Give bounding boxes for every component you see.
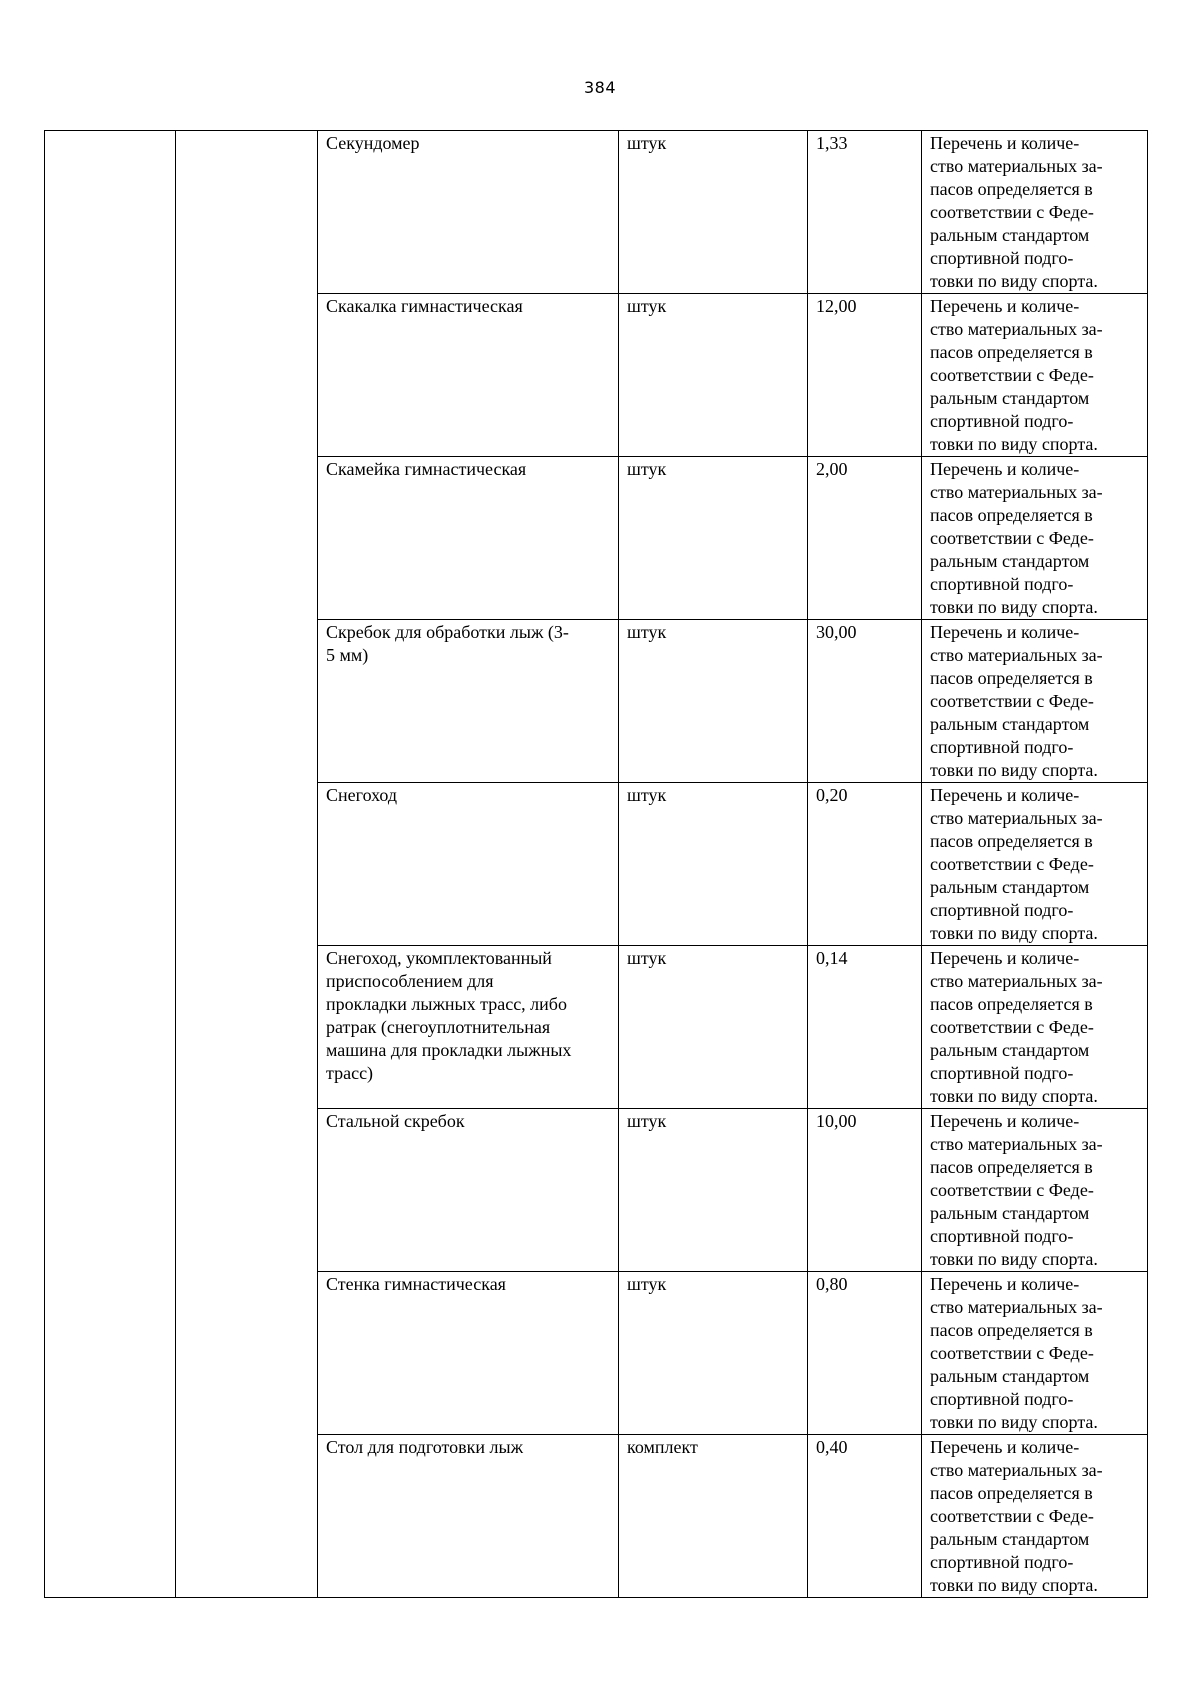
item-quantity: 10,00 [816, 1111, 857, 1131]
quantity-cell [808, 620, 922, 783]
page-number: 384 [583, 78, 617, 97]
item-note: Перечень и количе- ство материальных за- пасов определяется в соответствии с Феде- ральным стандартом спортивной подго- товки по виду спорта. [930, 1111, 1103, 1269]
item-quantity: 12,00 [816, 296, 857, 316]
item-name: Стальной скребок [326, 1111, 465, 1131]
quantity-cell [808, 946, 922, 1109]
quantity-cell [808, 457, 922, 620]
unit-cell [619, 783, 808, 946]
quantity-cell [808, 1109, 922, 1272]
item-quantity: 0,20 [816, 785, 848, 805]
quantity-cell [808, 783, 922, 946]
note-cell [922, 1435, 1148, 1598]
item-name-cell [318, 457, 619, 620]
item-name: Снегоход, укомплектованный приспособлением для прокладки лыжных трасс, либо ратрак (снегоуплотнительная машина для прокладки лыжных трасс) [326, 948, 572, 1083]
quantity-cell [808, 294, 922, 457]
item-name: Скакалка гимнастическая [326, 296, 523, 316]
note-cell [922, 457, 1148, 620]
item-unit: штук [627, 1111, 667, 1131]
item-quantity: 0,40 [816, 1437, 848, 1457]
item-quantity: 1,33 [816, 133, 848, 153]
unit-cell [619, 620, 808, 783]
note-cell [922, 1272, 1148, 1435]
note-cell [922, 294, 1148, 457]
item-name-cell [318, 294, 619, 457]
item-name: Стол для подготовки лыж [326, 1437, 524, 1457]
item-note: Перечень и количе- ство материальных за- пасов определяется в соответствии с Феде- ральным стандартом спортивной подго- товки по виду спорта. [930, 296, 1103, 454]
item-unit: штук [627, 296, 667, 316]
item-unit: штук [627, 622, 667, 642]
item-name-cell [318, 620, 619, 783]
note-cell [922, 1109, 1148, 1272]
item-unit: штук [627, 785, 667, 805]
note-cell [922, 131, 1148, 294]
merged-column-2 [176, 131, 318, 1598]
item-quantity: 30,00 [816, 622, 857, 642]
quantity-cell [808, 1435, 922, 1598]
note-cell [922, 946, 1148, 1109]
item-unit: штук [627, 133, 667, 153]
item-name-cell [318, 946, 619, 1109]
item-unit: штук [627, 1274, 667, 1294]
quantity-cell [808, 1272, 922, 1435]
unit-cell [619, 1272, 808, 1435]
item-name: Секундомер [326, 133, 420, 153]
table-row [45, 131, 1148, 294]
materials-table [44, 130, 1148, 1598]
item-note: Перечень и количе- ство материальных за- пасов определяется в соответствии с Феде- ральным стандартом спортивной подго- товки по виду спорта. [930, 1437, 1103, 1595]
note-cell [922, 620, 1148, 783]
item-note: Перечень и количе- ство материальных за- пасов определяется в соответствии с Феде- ральным стандартом спортивной подго- товки по виду спорта. [930, 133, 1103, 291]
unit-cell [619, 1435, 808, 1598]
item-name: Скребок для обработки лыж (3- 5 мм) [326, 622, 569, 665]
item-quantity: 0,80 [816, 1274, 848, 1294]
item-name-cell [318, 1109, 619, 1272]
unit-cell [619, 131, 808, 294]
item-name: Стенка гимнастическая [326, 1274, 506, 1294]
item-quantity: 2,00 [816, 459, 848, 479]
item-name-cell [318, 783, 619, 946]
note-cell [922, 783, 1148, 946]
item-name: Скамейка гимнастическая [326, 459, 527, 479]
unit-cell [619, 946, 808, 1109]
item-note: Перечень и количе- ство материальных за- пасов определяется в соответствии с Феде- ральным стандартом спортивной подго- товки по виду спорта. [930, 459, 1103, 617]
item-name-cell [318, 1435, 619, 1598]
unit-cell [619, 294, 808, 457]
item-quantity: 0,14 [816, 948, 848, 968]
item-note: Перечень и количе- ство материальных за- пасов определяется в соответствии с Феде- ральным стандартом спортивной подго- товки по виду спорта. [930, 622, 1103, 780]
item-note: Перечень и количе- ство материальных за- пасов определяется в соответствии с Феде- ральным стандартом спортивной подго- товки по виду спорта. [930, 1274, 1103, 1432]
item-name-cell [318, 131, 619, 294]
item-note: Перечень и количе- ство материальных за- пасов определяется в соответствии с Феде- ральным стандартом спортивной подго- товки по виду спорта. [930, 948, 1103, 1106]
item-unit: штук [627, 459, 667, 479]
unit-cell [619, 1109, 808, 1272]
unit-cell [619, 457, 808, 620]
merged-column-1 [45, 131, 176, 1598]
item-unit: штук [627, 948, 667, 968]
item-unit: комплект [627, 1437, 698, 1457]
item-name-cell [318, 1272, 619, 1435]
quantity-cell [808, 131, 922, 294]
item-note: Перечень и количе- ство материальных за- пасов определяется в соответствии с Феде- ральным стандартом спортивной подго- товки по виду спорта. [930, 785, 1103, 943]
item-name: Снегоход [326, 785, 398, 805]
